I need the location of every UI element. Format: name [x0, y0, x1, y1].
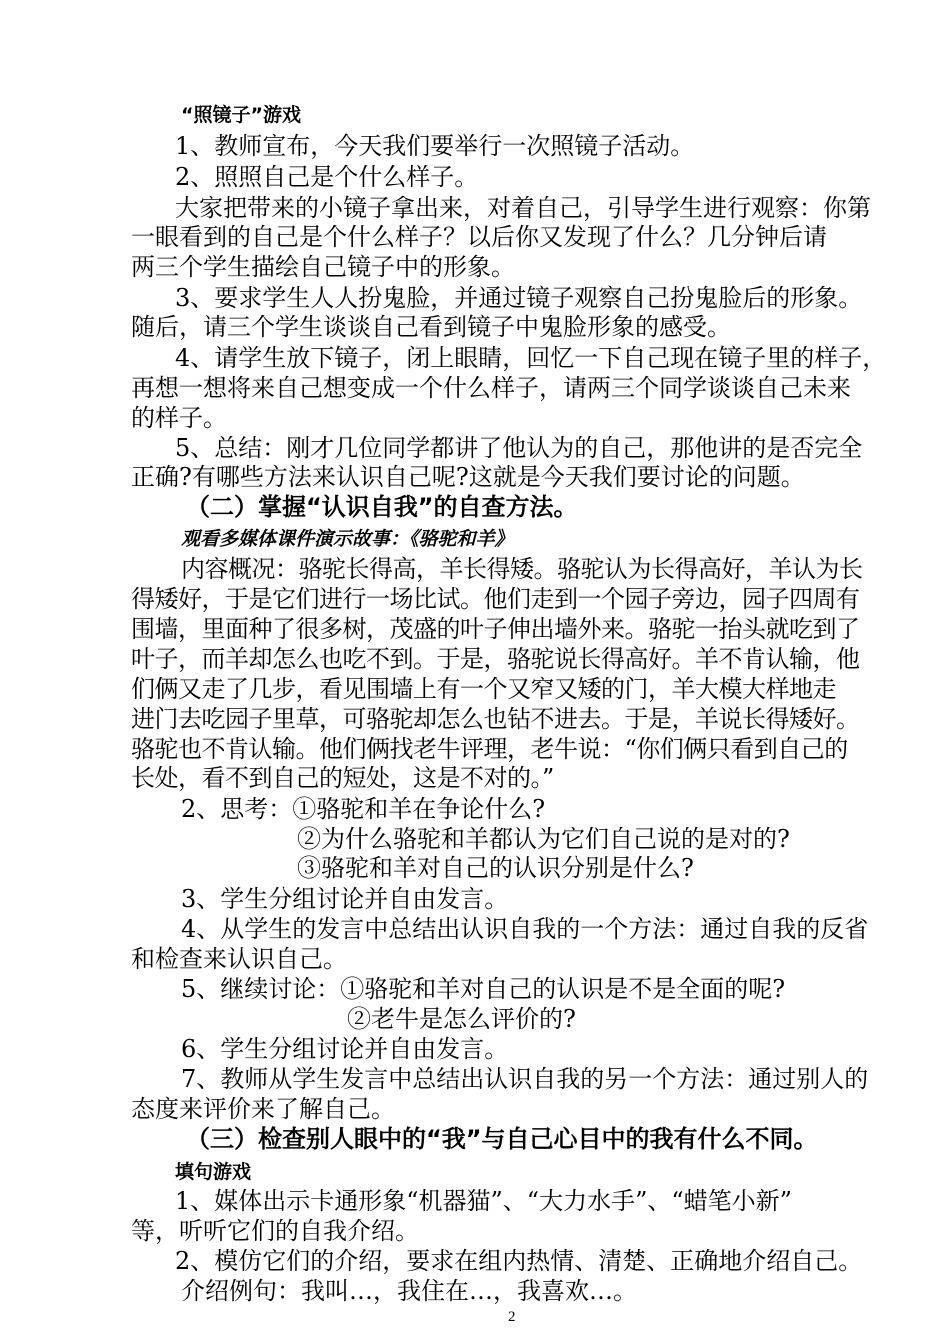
text-line: 1、媒体出示卡通形象“机器猫”、“大力水手”、“蜡笔小新” [175, 1187, 792, 1215]
text-line: 两三个学生描绘自己镜子中的形象。 [131, 253, 515, 281]
text-line: 骆驼也不肯认输。他们俩找老牛评理，老牛说：“你们俩只看到自己的 [131, 735, 848, 763]
text-line: 围墙，里面种了很多树，茂盛的叶子伸出墙外来。骆驼一抬头就吃到了 [131, 615, 860, 643]
text-line: 3、学生分组讨论并自由发言。 [181, 885, 509, 913]
text-line: 和检查来认识自己。 [131, 945, 347, 973]
subheading-fill-sentence-game: 填句游戏 [175, 1161, 252, 1183]
section-heading-2: （二）掌握“认识自我”的自查方法。 [186, 493, 578, 521]
subheading-story: 观看多媒体课件演示故事：《骆驼和羊》 [181, 528, 514, 550]
text-line: 7、教师从学生发言中总结出认识自我的另一个方法：通过别人的 [181, 1065, 869, 1093]
text-line: 得矮好，于是它们进行一场比试。他们走到一个园子旁边，园子四周有 [131, 585, 860, 613]
text-line: 1、教师宣布，今天我们要举行一次照镜子活动。 [175, 132, 695, 160]
text-line: 介绍例句：我叫…，我住在…，我喜欢…。 [181, 1277, 637, 1305]
text-line: 等，听听它们的自我介绍。 [131, 1217, 419, 1245]
text-line: 5、总结：刚才几位同学都讲了他认为的自己，那他讲的是否完全 [175, 434, 863, 462]
text-line: 内容概况：骆驼长得高，羊长得矮。骆驼认为长得高好，羊认为长 [181, 555, 863, 583]
text-line: 4、从学生的发言中总结出认识自我的一个方法：通过自我的反省 [181, 915, 869, 943]
subheading-mirror-game: “照镜子”游戏 [181, 104, 301, 126]
text-line: 态度来评价来了解自己。 [131, 1095, 395, 1123]
text-line: ②为什么骆驼和羊都认为它们自己说的是对的? [297, 825, 790, 853]
text-line: 2、模仿它们的介绍，要求在组内热情、清楚、正确地介绍自己。 [175, 1247, 863, 1275]
text-line: 6、学生分组讨论并自由发言。 [181, 1035, 509, 1063]
text-line: 2、思考：①骆驼和羊在争论什么? [181, 795, 546, 823]
text-line: ②老牛是怎么评价的? [347, 1005, 576, 1033]
text-line: ③骆驼和羊对自己的认识分别是什么? [297, 854, 694, 882]
text-line: 随后，请三个学生谈谈自己看到镜子中鬼脸形象的感受。 [131, 313, 731, 341]
text-line: 再想一想将来自己想变成一个什么样子，请两三个同学谈谈自己未来 [131, 374, 851, 402]
text-line: 的样子。 [131, 404, 227, 432]
page-number: 2 [508, 1309, 516, 1325]
section-heading-3: （三）检查别人眼中的“我”与自己心目中的我有什么不同。 [186, 1125, 818, 1153]
text-line: 4、请学生放下镜子，闭上眼睛，回忆一下自己现在镜子里的样子， [175, 344, 887, 372]
text-line: 一眼看到的自己是个什么样子？以后你又发现了什么？几分钟后请 [131, 223, 827, 251]
text-line: 叶子，而羊却怎么也吃不到。于是，骆驼说长得高好。羊不肯认输，他 [131, 645, 860, 673]
text-line: 们俩又走了几步，看见围墙上有一个又窄又矮的门，羊大模大样地走 [131, 675, 836, 703]
text-line: 5、继续讨论：①骆驼和羊对自己的认识是不是全面的呢? [181, 975, 786, 1003]
text-line: 正确?有哪些方法来认识自己呢?这就是今天我们要讨论的问题。 [131, 463, 805, 491]
text-line: 3、要求学生人人扮鬼脸，并通过镜子观察自己扮鬼脸后的形象。 [175, 284, 863, 312]
text-line: 长处，看不到自己的短处，这是不对的。” [131, 764, 554, 792]
text-line: 大家把带来的小镜子拿出来，对着自己，引导学生进行观察：你第 [175, 194, 871, 222]
text-line: 2、照照自己是个什么样子。 [175, 163, 479, 191]
text-line: 进门去吃园子里草，可骆驼却怎么也钻不进去。于是，羊说长得矮好。 [131, 705, 860, 733]
